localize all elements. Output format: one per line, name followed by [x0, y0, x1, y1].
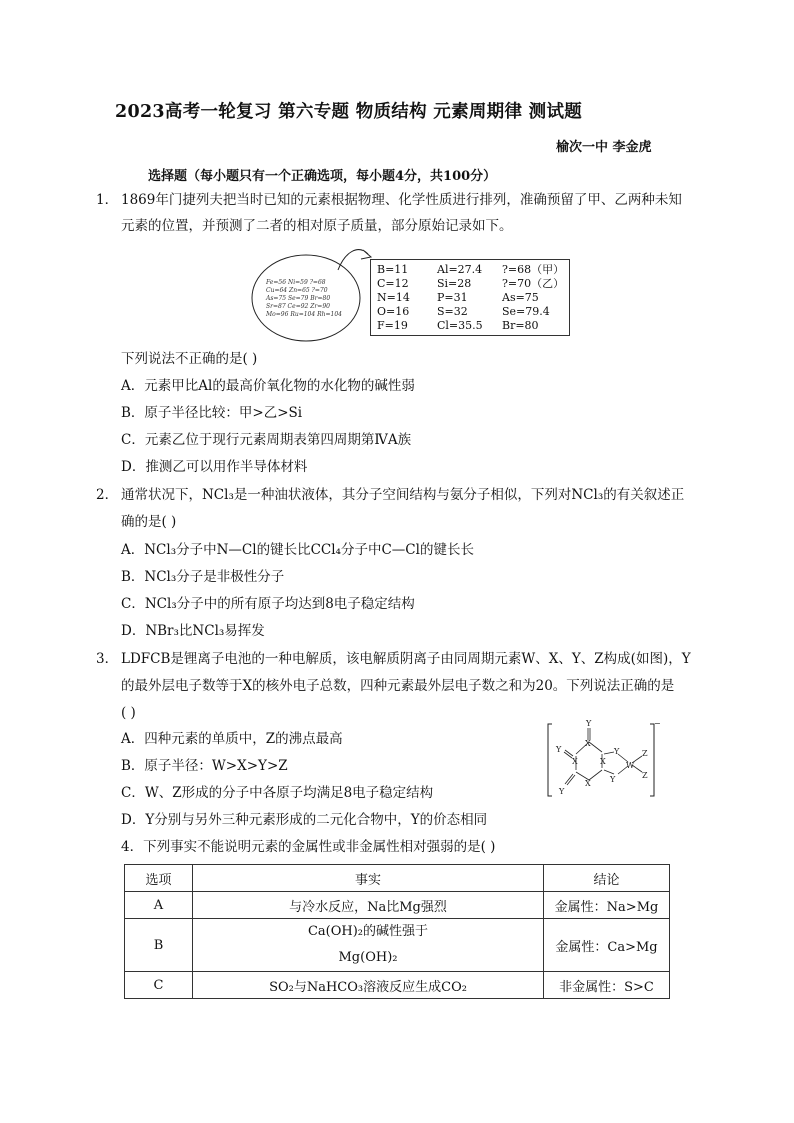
table-cell: Br=80	[502, 319, 539, 332]
q1-option-b: B．原子半径比较：甲>乙>Si	[121, 405, 303, 421]
note-line: Cu=64 Zn=65 ?=70	[266, 287, 328, 294]
table-cell: Cl=35.5	[437, 319, 483, 332]
atom-label: Z	[642, 771, 648, 780]
atom-label: Y	[610, 775, 616, 784]
q1-original-record-figure	[250, 240, 375, 344]
q1-number: 1．	[96, 192, 119, 208]
atom-label: Z	[642, 749, 648, 758]
table-cell: As=75	[502, 291, 539, 304]
atom-label: Y	[614, 747, 620, 756]
atom-label: X	[585, 739, 591, 748]
table-cell: F=19	[377, 319, 408, 332]
note-line: Sr=87 Ce=92 Zr=90	[266, 303, 330, 310]
q4-table	[124, 864, 670, 999]
q2-option-d: D．NBr₃比NCl₃易挥发	[121, 623, 265, 639]
q3-anion-structure-figure	[544, 716, 664, 800]
table-header: 选项	[125, 865, 193, 892]
page-title: 2023高考一轮复习 第六专题 物质结构 元素周期律 测试题	[115, 102, 583, 122]
table-cell: 金属性：Na>Mg	[544, 892, 670, 919]
q3-stem-line1: LDFCB是锂离子电池的一种电解质，该电解质阴离子由同周期元素W、X、Y、Z构成(如图)，Y	[121, 651, 691, 667]
q2-option-b: B．NCl₃分子是非极性分子	[121, 569, 285, 585]
table-cell: ?=68（甲）	[502, 263, 565, 276]
q1-stem-line1: 1869年门捷列夫把当时已知的元素根据物理、化学性质进行排列，准确预留了甲、乙两种未知	[121, 192, 682, 208]
section-heading: 选择题（每小题只有一个正确选项，每小题4分，共100分）	[148, 169, 497, 184]
atom-label: X	[600, 757, 606, 766]
table-cell: S=32	[437, 305, 468, 318]
table-row	[125, 919, 670, 972]
table-cell	[193, 919, 544, 972]
q3-option-c: C．W、Z形成的分子中各原子均满足8电子稳定结构	[121, 785, 434, 801]
q2-option-c: C．NCl₃分子中的所有原子均达到8电子稳定结构	[121, 596, 415, 612]
fact-line: Mg(OH)₂	[338, 950, 398, 965]
q3-number: 3．	[96, 651, 119, 667]
table-cell: P=31	[437, 291, 468, 304]
table-cell: 非金属性：S>C	[544, 972, 670, 999]
q3-option-a: A．四种元素的单质中，Z的沸点最高	[121, 731, 343, 747]
author: 榆次一中 李金虎	[556, 140, 652, 155]
q1-option-a: A．元素甲比Al的最高价氧化物的水化物的碱性弱	[121, 378, 415, 394]
atom-label: Y	[556, 745, 562, 754]
table-row	[125, 892, 670, 919]
atom-label: X	[585, 779, 591, 788]
table-header: 事实	[193, 865, 544, 892]
table-cell: Si=28	[437, 277, 472, 290]
table-cell: 金属性：Ca>Mg	[544, 919, 670, 972]
atom-label: W	[626, 761, 635, 770]
note-line: Fe=56 Ni=59 ?=68	[266, 279, 326, 286]
table-cell: B=11	[377, 263, 409, 276]
atom-label: X	[572, 757, 578, 766]
table-cell: N=14	[377, 291, 410, 304]
table-header: 结论	[544, 865, 670, 892]
q1-stem-line2: 元素的位置，并预测了二者的相对原子质量，部分原始记录如下。	[121, 218, 513, 234]
table-row	[125, 972, 670, 999]
q1-question: 下列说法不正确的是( )	[121, 351, 258, 367]
table-cell: O=16	[377, 305, 410, 318]
table-cell: ?=70（乙）	[502, 277, 565, 290]
q3-option-b: B．原子半径：W>X>Y>Z	[121, 758, 288, 774]
fact-line: Ca(OH)₂的碱性强于	[307, 924, 429, 939]
table-cell: C	[125, 972, 193, 999]
table-cell: B	[125, 919, 193, 972]
table-cell: SO₂与NaHCO₃溶液反应生成CO₂	[193, 972, 544, 999]
q1-option-d: D．推测乙可以用作半导体材料	[121, 459, 308, 475]
table-cell: Al=27.4	[437, 263, 483, 276]
q2-stem-line1: 通常状况下，NCl₃是一种油状液体，其分子空间结构与氨分子相似，下列对NCl₃的有关叙述正	[121, 487, 685, 503]
note-line: As=75 Se=79 Br=80	[266, 295, 331, 302]
charge-label: −	[654, 719, 661, 728]
q3-stem-line3: ( )	[121, 705, 136, 721]
q3-option-d: D．Y分别与另外三种元素形成的二元化合物中，Y的价态相同	[121, 812, 488, 828]
table-cell: A	[125, 892, 193, 919]
table-header-row	[125, 865, 670, 892]
q3-stem-line2: 的最外层电子数等于X的核外电子总数，四种元素最外层电子数之和为20。下列说法正确的是	[121, 678, 675, 694]
q2-stem-line2: 确的是( )	[121, 514, 177, 530]
q2-option-a: A．NCl₃分子中N—Cl的键长比CCl₄分子中C—Cl的键长长	[121, 542, 474, 558]
q4-stem: 4．下列事实不能说明元素的金属性或非金属性相对强弱的是( )	[121, 839, 496, 855]
q1-element-table	[370, 259, 570, 336]
table-cell: 与冷水反应，Na比Mg强烈	[193, 892, 544, 919]
q1-option-c: C．元素乙位于现行元素周期表第四周期第ⅣA族	[121, 432, 412, 448]
q2-number: 2．	[96, 487, 119, 503]
atom-label: Y	[559, 787, 565, 796]
note-line: Mo=96 Ru=104 Rh=104	[266, 311, 342, 318]
atom-label: Y	[586, 719, 592, 728]
table-cell: Se=79.4	[502, 305, 550, 318]
table-cell: C=12	[377, 277, 409, 290]
